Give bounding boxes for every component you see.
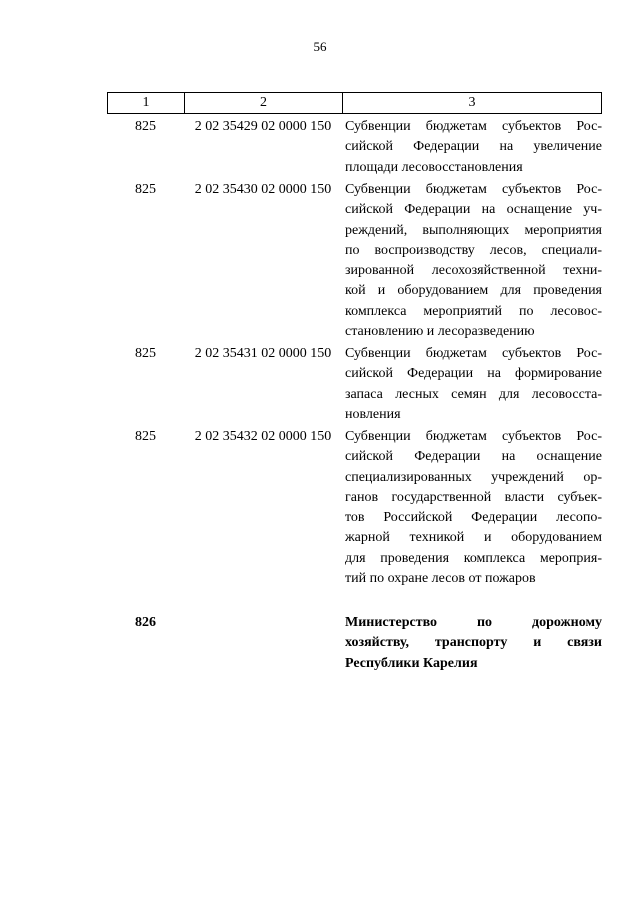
description-line: сийской Федерации на увеличение [345,139,602,155]
description-line: сийской Федерации на оснащение уч- [345,202,602,218]
admin-code: 826 [135,615,156,630]
budget-code: 2 02 35429 02 0000 150 [194,119,332,134]
admin-code: 825 [135,182,156,197]
description-line: Субвенции бюджетам субъектов Рос- [345,346,602,361]
ministry-name-line: хозяйству, транспорту и связи [345,635,602,651]
description-line: зированной лесохозяйственной техни- [345,263,602,279]
header-col-3: 3 [468,95,476,110]
description-line: для проведения комплекса мероприя- [345,550,602,566]
description-line: Субвенции бюджетам субъектов Рос- [345,182,602,197]
description [345,117,602,178]
admin-code: 825 [135,346,156,361]
ministry-name-line: Республики Карелия [345,655,478,671]
description-line: новления [345,406,401,422]
description-line: ганов государственной власти субъек- [345,489,602,505]
description-line: реждений, выполняющих мероприятия [345,222,602,238]
description-line: комплекса мероприятий по лесовос- [345,303,602,319]
description-line: становлению и лесоразведению [345,324,535,340]
admin-code: 825 [135,119,156,134]
description-line: тов Российской Федерации лесопо- [345,510,602,526]
description-line: по воспроизводству лесов, специали- [345,242,602,258]
description [345,180,602,342]
description-line: кой и оборудованием для проведения [345,283,602,299]
ministry-name-line: Министерство по дорожному [345,615,602,630]
page-number: 56 [313,39,327,54]
description [345,427,602,589]
description [345,344,602,425]
description-line: запаса лесных семян для лесовосста- [345,386,602,402]
budget-code: 2 02 35430 02 0000 150 [194,182,332,197]
description-line: Субвенции бюджетам субъектов Рос- [345,119,602,134]
description-line: специализированных учреждений ор- [345,469,602,485]
budget-code: 2 02 35432 02 0000 150 [194,429,332,444]
description-line: Субвенции бюджетам субъектов Рос- [345,429,602,444]
header-col-2: 2 [185,93,343,113]
description-line: тий по охране лесов от пожаров [345,571,536,587]
budget-code: 2 02 35431 02 0000 150 [194,346,332,361]
description-line: сийской Федерации на формирование [345,366,602,382]
table-header [107,92,602,114]
ministry-name [345,613,602,674]
description-line: жарной техникой и оборудованием [345,530,602,546]
admin-code: 825 [135,429,156,444]
header-col-1: 1 [108,93,185,113]
description-line: площади лесовосстановления [345,159,523,175]
description-line: сийской Федерации на оснащение [345,449,602,465]
